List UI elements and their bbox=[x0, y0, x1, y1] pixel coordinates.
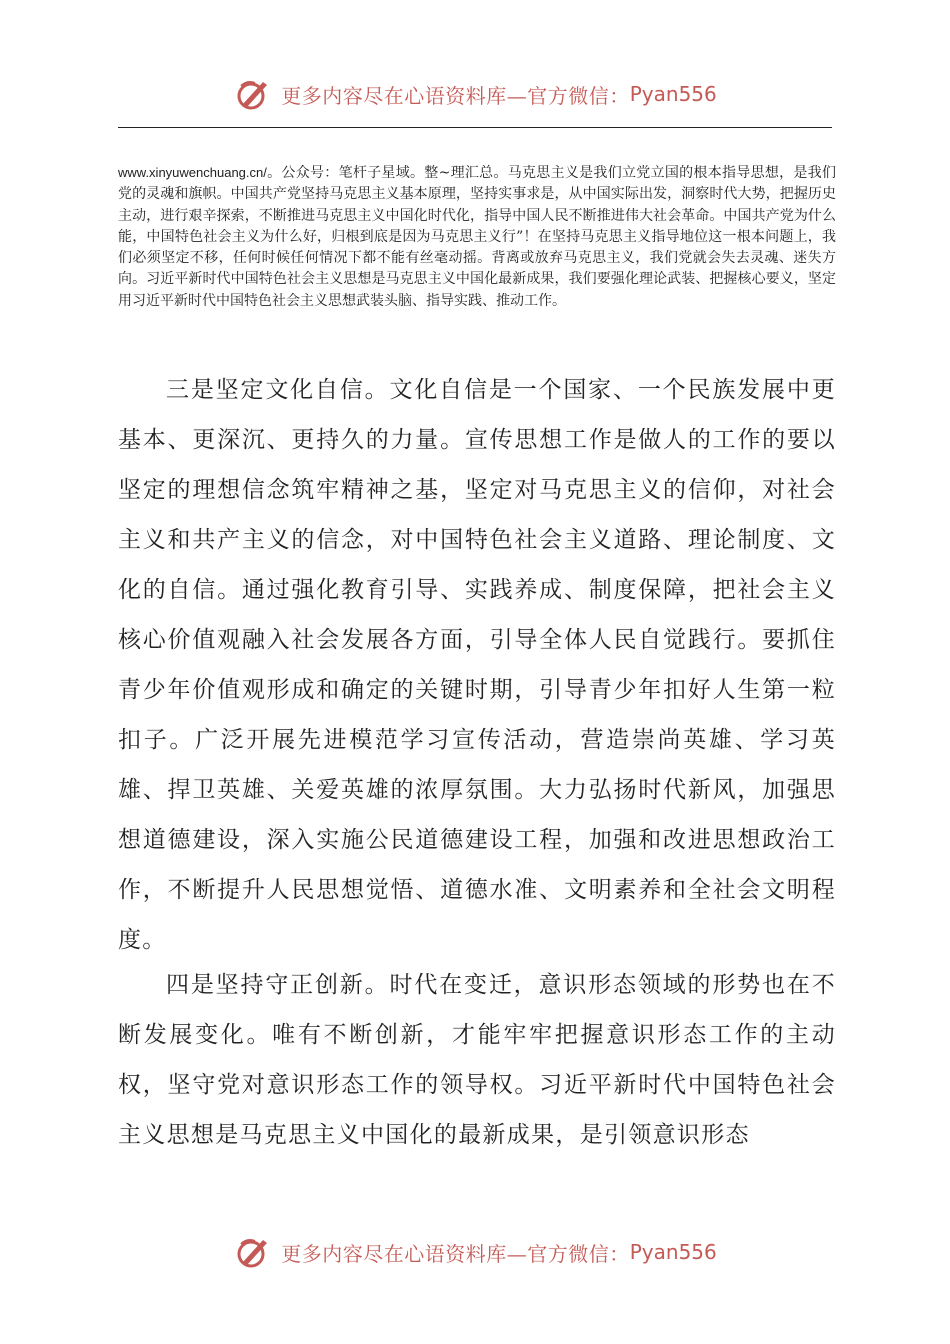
footer-banner-text: 更多内容尽在心语资料库—官方微信： bbox=[281, 1241, 630, 1266]
pen-circle-logo-icon bbox=[233, 74, 273, 114]
header-banner-text: 更多内容尽在心语资料库—官方微信： bbox=[281, 83, 630, 108]
paragraph-cultural-confidence: 三是坚定文化自信。文化自信是一个国家、一个民族发展中更基本、更深沉、更持久的力量。宣传思想工作是做人的工作的要以坚定的理想信念筑牢精神之基，坚定对马克思主义的信仰，对社会主义和共产主义的信念，对中国特色社会主义道路、理论制度、文化的自信。通过强化教育引导、实践养成、制度保障，把社会主义核心价值观融入社会发展各方面，引导全体人民自觉践行。要抓住青少年价值观形成和确定的关键时期，引导青少年扣好人生第一粒扣子。广泛开展先进模范学习宣传活动，营造崇尚英雄、学习英雄、捍卫英雄、关爱英雄的浓厚氛围。大力弘扬时代新风，加强思想道德建设，深入实施公民道德建设工程，加强和改进思想政治工作，不断提升人民思想觉悟、道德水准、文明素养和全社会文明程度。 bbox=[118, 377, 836, 953]
pen-circle-logo-icon bbox=[233, 1232, 273, 1272]
intro-url: www.xinyuwenchuang.cn/ bbox=[118, 165, 267, 180]
intro-paragraph bbox=[118, 162, 836, 312]
header-divider bbox=[118, 127, 832, 128]
footer-banner bbox=[0, 1232, 950, 1272]
footer-wechat-handle: Pyan556 bbox=[629, 1240, 717, 1264]
paragraph-innovation: 四是坚持守正创新。时代在变迁，意识形态领域的形势也在不断发展变化。唯有不断创新，才能牢牢把握意识形态工作的主动权，坚守党对意识形态工作的领导权。习近平新时代中国特色社会主义思想是马克思主义中国化的最新成果，是引领意识形态 bbox=[118, 972, 836, 1148]
intro-text: 。公众号：笔杆子星域。整~理汇总。马克思主义是我们立党立国的根本指导思想，是我们党的灵魂和旗帜。中国共产党坚持马克思主义基本原理，坚持实事求是，从中国实际出发，洞察时代大势，把握历史主动，进行艰辛探索，不断推进马克思主义中国化时代化，指导中国人民不断推进伟大社会革命。中国共产党为什么能，中国特色社会主义为什么好，归根到底是因为马克思主义行”！在坚持马克思主义指导地位这一根本问题上，我们必须坚定不移，任何时候任何情况下都不能有丝毫动摇。背离或放弃马克思主义，我们党就会失去灵魂、迷失方向。习近平新时代中国特色社会主义思想是马克思主义中国化最新成果，我们要强化理论武装、把握核心要义，坚定用习近平新时代中国特色社会主义思想武装头脑、指导实践、推动工作。 bbox=[118, 165, 836, 309]
header-wechat-handle: Pyan556 bbox=[629, 82, 717, 106]
header-banner bbox=[0, 74, 950, 114]
